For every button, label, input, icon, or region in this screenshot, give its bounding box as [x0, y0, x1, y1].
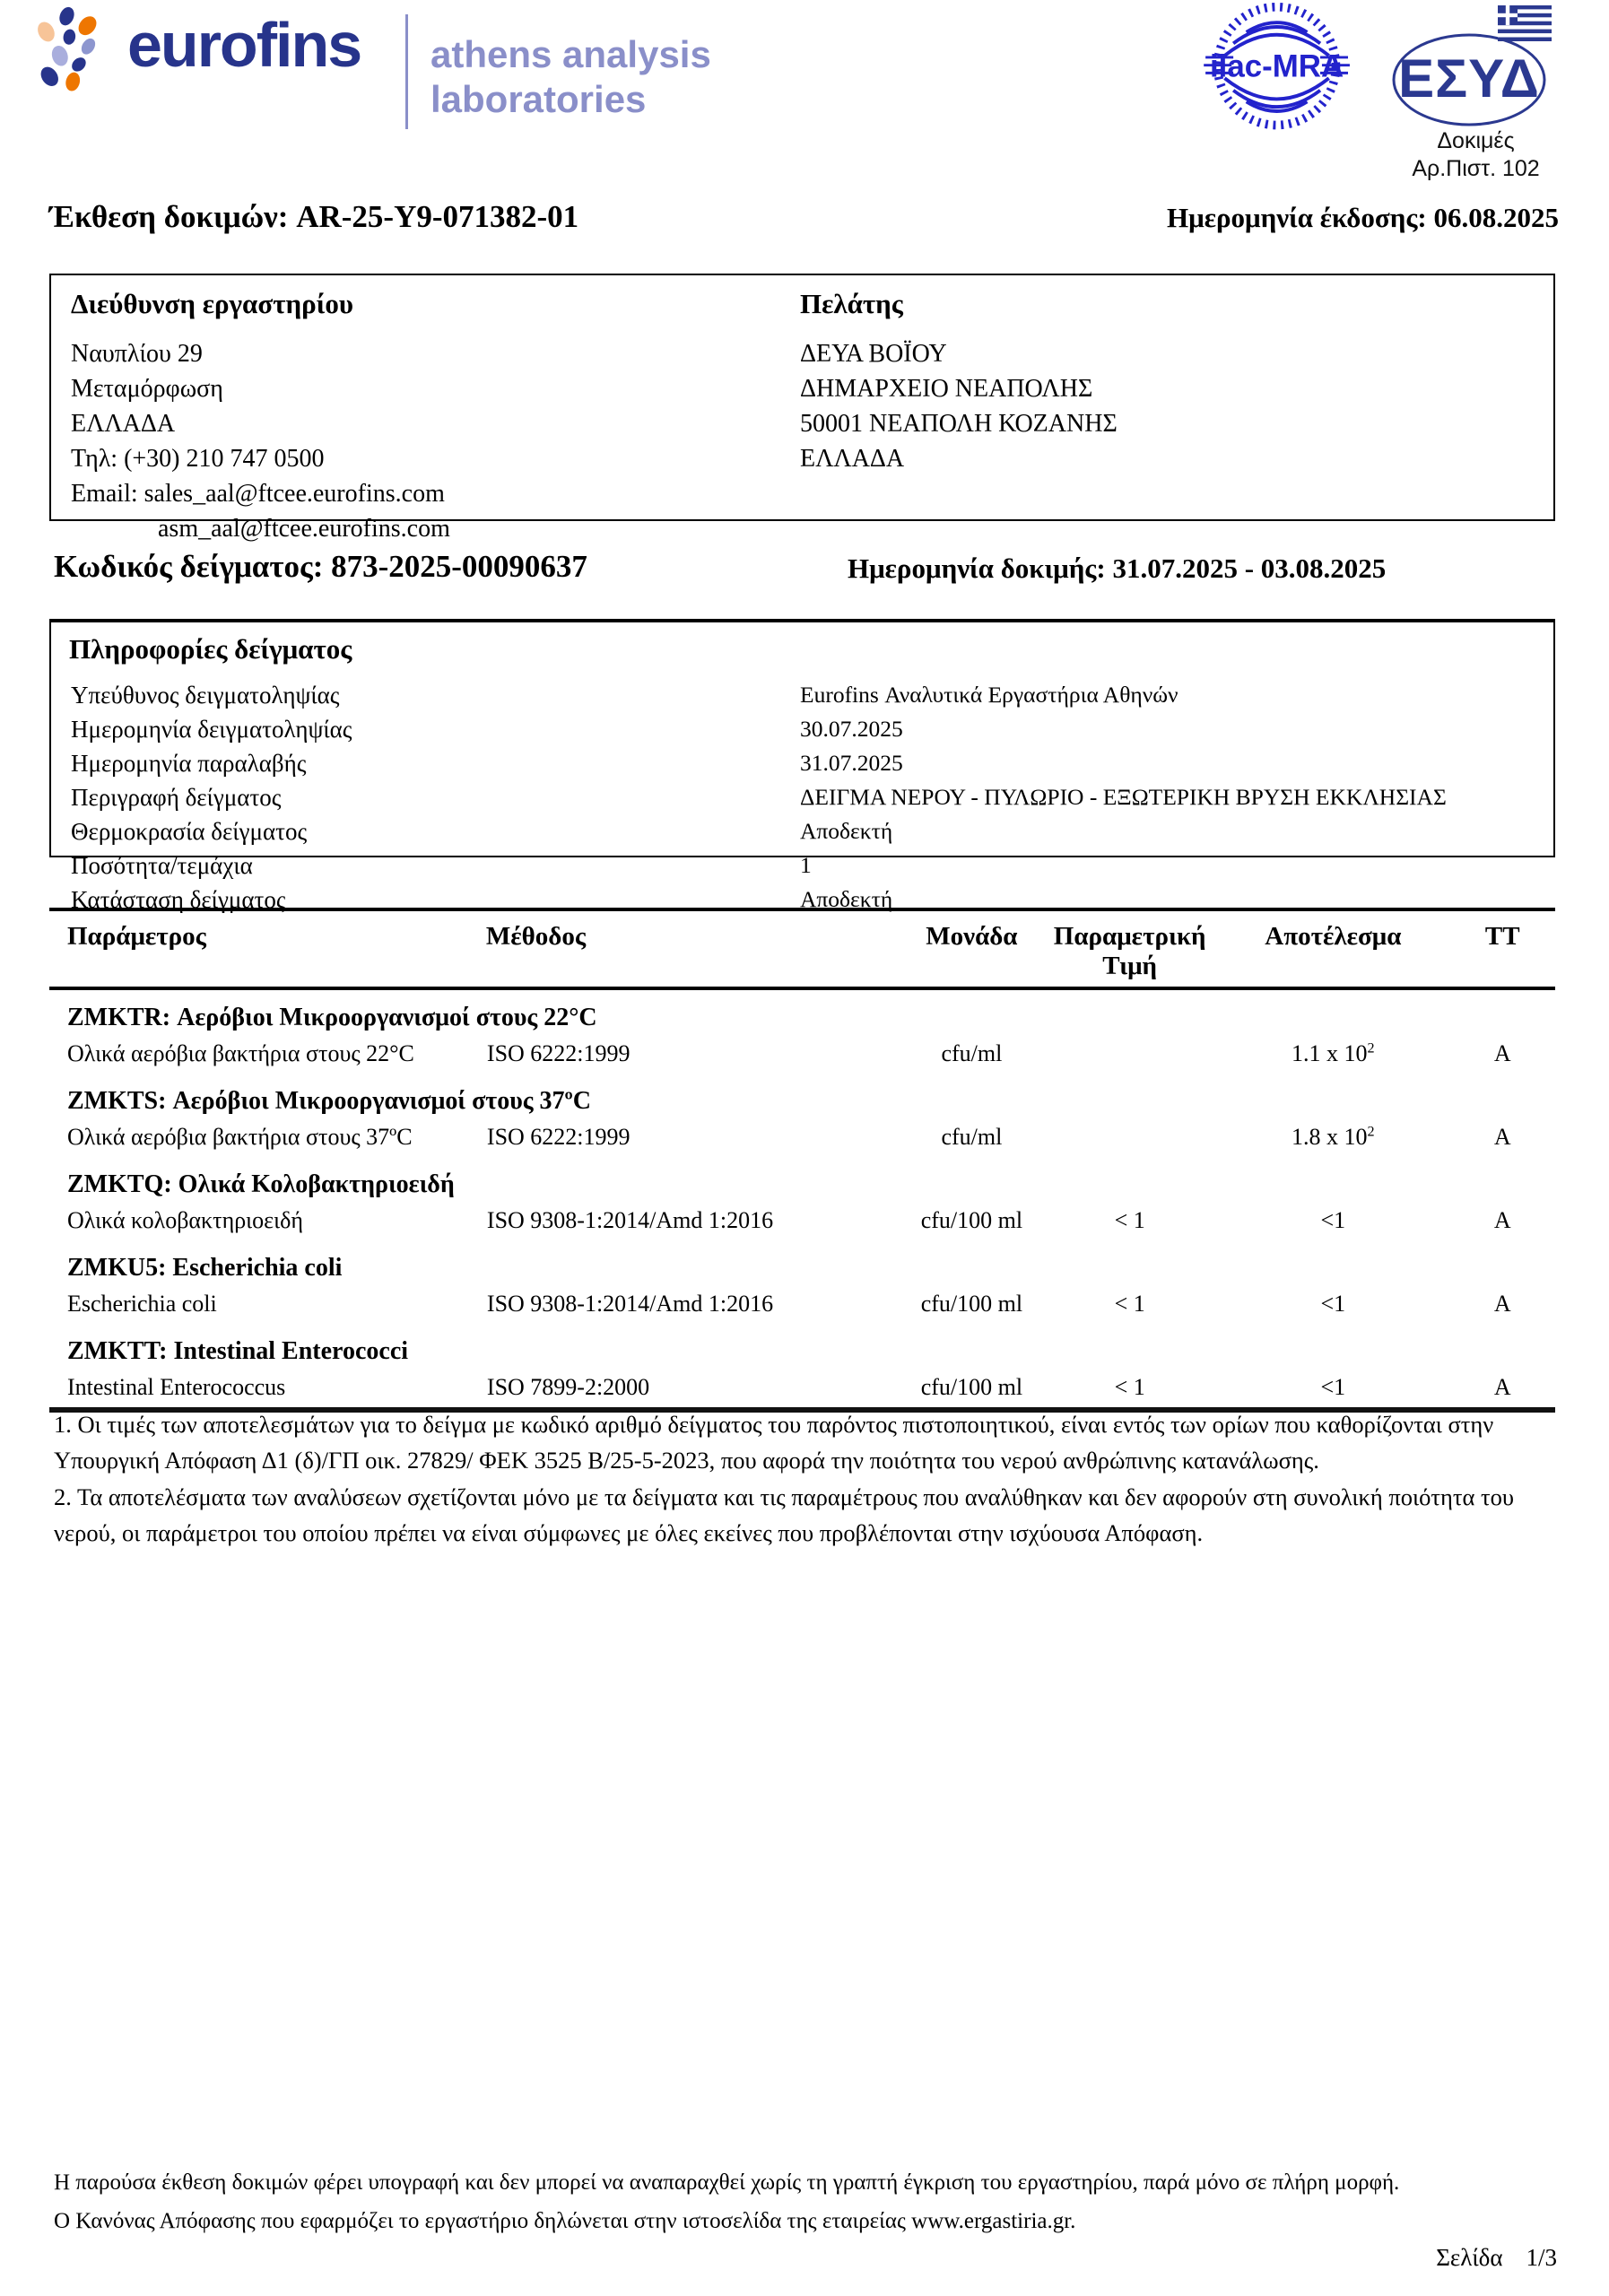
sample-code-row [49, 549, 1559, 594]
result-value-exponent: 2 [1367, 1124, 1375, 1140]
division-name [431, 32, 711, 122]
issue-date-label: Ημερομηνία έκδοσης: [1167, 202, 1427, 233]
result-unit: cfu/100 ml [920, 1374, 1023, 1400]
col-header-parametric-line1: Παραμετρική [1053, 922, 1206, 951]
sample-info-row [51, 678, 1553, 712]
client-title: Πελάτης [800, 288, 903, 319]
result-tt-flag: A [1493, 1374, 1511, 1400]
result-group-heading-text: ZMKU5: Escherichia coli [67, 1254, 343, 1282]
test-date-label: Ημερομηνία δοκιμής: [848, 552, 1106, 584]
esyd-logo-icon [1388, 4, 1563, 129]
result-parametric-value: < 1 [1114, 1374, 1145, 1400]
sample-info-value: Αποδεκτή [800, 886, 893, 912]
sample-info-value: Eurofins Αναλυτικά Εργαστήρια Αθηνών [800, 682, 1178, 708]
result-row [49, 1201, 1555, 1240]
col-header-parametric-value [1043, 909, 1216, 988]
result-group-heading-text: ZMKTS: Αερόβιοι Μικροοργανισμοί στους 37ºC [67, 1087, 592, 1115]
result-row [49, 1034, 1555, 1074]
sample-info-row [51, 746, 1553, 780]
result-value-base: <1 [1320, 1291, 1346, 1317]
eurofins-logo-icon [34, 5, 120, 97]
accreditation-caption [1388, 127, 1563, 183]
result-value [1216, 1368, 1449, 1410]
result-value [1216, 1118, 1449, 1157]
result-parameter: Escherichia coli [67, 1291, 217, 1317]
result-value-base: <1 [1320, 1207, 1346, 1233]
sample-info-label: Ημερομηνία παραλαβής [71, 749, 307, 777]
title-row [49, 199, 1559, 235]
result-tt-flag: A [1493, 1040, 1511, 1066]
ilac-mra-logo-icon [1182, 0, 1375, 139]
division-name-line1: athens analysis [431, 33, 711, 75]
results-header-row [49, 909, 1555, 988]
report-title-label: Έκθεση δοκιμών: [49, 199, 289, 234]
sample-info-label: Ημερομηνία δειγματοληψίας [71, 715, 352, 743]
sample-info-row [51, 712, 1553, 746]
address-client-box [49, 274, 1555, 543]
result-parameter: Ολικά αερόβια βακτήρια στους 22°C [67, 1040, 414, 1066]
result-value-base: <1 [1320, 1374, 1346, 1400]
result-method: ISO 9308-1:2014/Amd 1:2016 [486, 1291, 774, 1317]
page-number-value: 1/3 [1526, 2244, 1557, 2271]
brand-divider [405, 14, 408, 129]
result-unit: cfu/ml [941, 1040, 1003, 1066]
sample-code-value: 873-2025-00090637 [331, 549, 587, 584]
lab-phone: Τηλ: (+30) 210 747 0500 [71, 445, 325, 473]
result-row [49, 1284, 1555, 1324]
result-group-heading [49, 1324, 1555, 1368]
sample-info-title: Πληροφορίες δείγματος [69, 633, 352, 665]
lab-address-line: Ναυπλίου 29 [71, 340, 203, 368]
result-group-heading [49, 1074, 1555, 1118]
col-header-tt: TT [1449, 909, 1555, 988]
sample-info-label: Κατάσταση δείγματος [71, 885, 286, 913]
sample-info-value: ΔΕΙΓΜΑ ΝΕΡΟΥ - ΠΥΛΩΡΙΟ - ΕΞΩΤΕΡΙΚΗ ΒΡΥΣΗ ΕΚΚΛΗΣΙΑΣ [800, 784, 1447, 810]
result-method: ISO 6222:1999 [486, 1124, 631, 1150]
result-group-heading [49, 1240, 1555, 1284]
results-table [49, 908, 1555, 1413]
lab-address-line: Μεταμόρφωση [71, 375, 223, 403]
result-unit: cfu/100 ml [920, 1207, 1023, 1233]
results-section [49, 908, 1555, 1413]
result-tt-flag: A [1493, 1291, 1511, 1317]
sample-info-label: Θερμοκρασία δείγματος [71, 817, 308, 845]
sample-info-row [51, 780, 1553, 814]
client-name: ΔΕΥΑ ΒΟΪΟΥ [800, 340, 947, 368]
sample-info-row [51, 814, 1553, 848]
result-group-heading-text: ZMKTQ: Ολικά Κολοβακτηριοειδή [67, 1170, 455, 1198]
result-row [49, 1118, 1555, 1157]
result-parametric-value: < 1 [1114, 1291, 1145, 1317]
lab-address-lines [71, 336, 450, 546]
col-header-method: Μέθοδος [486, 909, 900, 988]
eurofins-wordmark: eurofins [127, 10, 361, 80]
sample-info-label: Περιγραφή δείγματος [71, 783, 282, 811]
col-header-parametric-line2: Τιμή [1102, 952, 1158, 980]
result-parametric-value [1043, 1118, 1216, 1157]
col-header-parameter: Παράμετρος [49, 909, 486, 988]
client-address-line: ΕΛΛΑΔΑ [800, 445, 905, 473]
report-footer [54, 2163, 1507, 2240]
report-title-value: AR-25-Y9-071382-01 [296, 199, 579, 234]
note-1: 1. Οι τιμές των αποτελεσμάτων για το δείγμα με κωδικό αριθμό δείγματος του παρόντος πιστοποιητικού, είναι εντός των ορίων που καθορίζονται στην Υπουργική Απόφαση Δ1 (δ)/ΓΠ οικ. 27829/ ΦΕΚ 3525 Β/25-5-2023, που αφορά την ποιότητα του νερού ανθρώπινης κατανάλωσης. [54, 1411, 1494, 1474]
result-group-heading [49, 1157, 1555, 1201]
footer-line-2: Ο Κανόνας Απόφασης που εφαρμόζει το εργαστήριο δηλώνεται στην ιστοσελίδα της εταιρείας www.ergastiria.gr. [54, 2209, 1076, 2233]
result-unit: cfu/100 ml [920, 1291, 1023, 1317]
lab-email-primary: Email: sales_aal@ftcee.eurofins.com [71, 480, 445, 508]
result-parametric-value: < 1 [1114, 1207, 1145, 1233]
result-tt-flag: A [1493, 1207, 1511, 1233]
result-group-heading [49, 988, 1555, 1034]
sample-info-row [51, 848, 1553, 883]
result-row [49, 1368, 1555, 1410]
header [0, 0, 1609, 188]
page-number [1436, 2244, 1557, 2272]
sample-info-label: Υπεύθυνος δειγματοληψίας [71, 681, 340, 709]
sample-info-value: 31.07.2025 [800, 750, 903, 776]
col-header-result: Αποτέλεσμα [1216, 909, 1449, 988]
report-title [49, 199, 578, 235]
sample-info-box [49, 619, 1555, 913]
result-parameter: Ολικά αερόβια βακτήρια στους 37ºC [67, 1124, 413, 1150]
sample-code [54, 549, 587, 585]
result-value [1216, 1284, 1449, 1324]
svg-text:ΕΣΥΔ: ΕΣΥΔ [1398, 48, 1540, 109]
result-method: ISO 6222:1999 [486, 1040, 631, 1066]
result-parameter: Ολικά κολοβακτηριοειδή [67, 1207, 303, 1233]
footer-line-1: Η παρούσα έκθεση δοκιμών φέρει υπογραφή και δεν μπορεί να αναπαραχθεί χωρίς τη γραπτή έγκριση του εργαστηρίου, παρά μόνο σε πλήρη μορφή. [54, 2170, 1400, 2195]
svg-text:ilac-MRA: ilac-MRA [1209, 48, 1344, 84]
result-parametric-value [1043, 1034, 1216, 1074]
sample-info-rows [51, 678, 1553, 917]
sample-code-label: Κωδικός δείγματος: [54, 549, 324, 584]
result-parameter: Intestinal Enterococcus [67, 1374, 286, 1400]
col-header-unit: Μονάδα [900, 909, 1044, 988]
result-unit: cfu/ml [941, 1124, 1003, 1150]
result-notes [54, 1406, 1553, 1551]
lab-address-line: ΕΛΛΑΔΑ [71, 410, 176, 438]
sample-info-label: Ποσότητα/τεμάχια [71, 851, 253, 879]
result-tt-flag: A [1493, 1124, 1511, 1150]
result-value-base: 1.8 x 10 [1292, 1124, 1368, 1150]
result-method: ISO 7899-2:2000 [486, 1374, 650, 1400]
lab-email-secondary: asm_aal@ftcee.eurofins.com [158, 515, 450, 543]
sample-info-value: 1 [800, 852, 812, 878]
sample-info-value: Αποδεκτή [800, 818, 893, 844]
result-value [1216, 1034, 1449, 1074]
result-value-base: 1.1 x 10 [1292, 1040, 1368, 1066]
issue-date-value: 06.08.2025 [1433, 202, 1559, 233]
result-value [1216, 1201, 1449, 1240]
note-2: 2. Τα αποτελέσματα των αναλύσεων σχετίζονται μόνο με τα δείγματα και τις παραμέτρους που αναλύθηκαν και δεν αφορούν στη συνολική ποιότητα του νερού, οι παράμετροι του οποίου πρέπει να είναι σύμφωνες με όλες εκείνες που προβλέπονται στην ισχύουσα Απόφαση. [54, 1483, 1515, 1546]
page-number-label: Σελίδα [1436, 2244, 1503, 2271]
sample-info-value: 30.07.2025 [800, 716, 903, 742]
test-date-value: 31.07.2025 - 03.08.2025 [1112, 552, 1387, 584]
client-section [800, 288, 1118, 476]
test-date [848, 552, 1386, 585]
client-address-line: ΔΗΜΑΡΧΕΙΟ ΝΕΑΠΟΛΗΣ [800, 375, 1093, 403]
result-method: ISO 9308-1:2014/Amd 1:2016 [486, 1207, 774, 1233]
issue-date [1167, 202, 1559, 234]
division-name-line2: laboratories [431, 78, 647, 120]
result-group-heading-text: ZMKTT: Intestinal Enterococci [67, 1337, 409, 1365]
client-lines [800, 336, 1118, 476]
greek-flag-icon [1498, 5, 1552, 41]
client-address-line: 50001 ΝΕΑΠΟΛΗ ΚΟΖΑΝΗΣ [800, 410, 1118, 438]
accreditation-caption-line2: Αρ.Πιστ. 102 [1412, 156, 1540, 181]
accreditation-caption-line1: Δοκιμές [1437, 128, 1515, 153]
lab-address-title: Διεύθυνση εργαστηρίου [71, 288, 353, 319]
lab-address-section [71, 288, 450, 546]
result-value-exponent: 2 [1367, 1040, 1375, 1057]
result-group-heading-text: ZMKTR: Αερόβιοι Μικροοργανισμοί στους 22°C [67, 1004, 597, 1031]
